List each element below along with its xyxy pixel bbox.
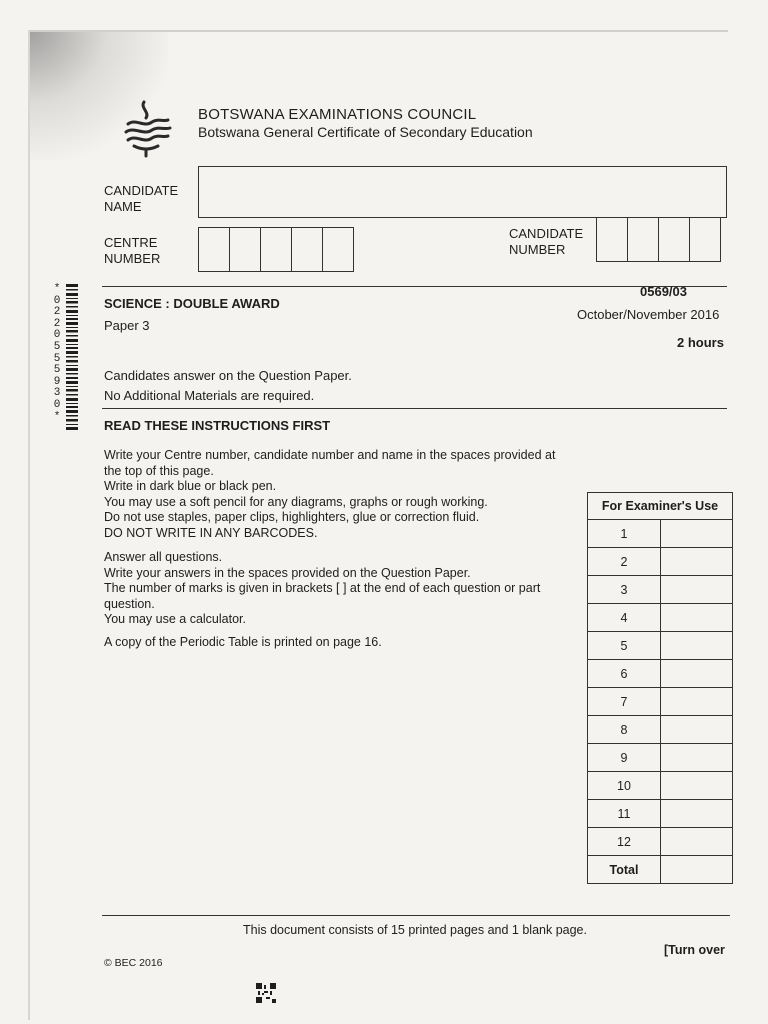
instruction-line: Answer all questions. bbox=[104, 550, 223, 564]
mark-cell[interactable] bbox=[661, 520, 733, 548]
instructions-block-2 bbox=[104, 550, 564, 628]
digit-box[interactable] bbox=[597, 218, 628, 261]
total-label: Total bbox=[588, 856, 661, 884]
instruction-line: DO NOT WRITE IN ANY BARCODES. bbox=[104, 525, 318, 540]
instruction-line: You may use a soft pencil for any diagrams, graphs or rough working. bbox=[104, 494, 488, 509]
digit-box[interactable] bbox=[261, 228, 292, 271]
question-number: 12 bbox=[588, 828, 661, 856]
mark-cell[interactable] bbox=[661, 744, 733, 772]
question-number: 7 bbox=[588, 688, 661, 716]
divider bbox=[102, 408, 727, 409]
divider bbox=[102, 915, 730, 916]
instructions-block-1 bbox=[104, 448, 564, 541]
question-number: 2 bbox=[588, 548, 661, 576]
mark-cell[interactable] bbox=[661, 716, 733, 744]
paper-number: Paper 3 bbox=[104, 318, 150, 333]
question-number: 4 bbox=[588, 604, 661, 632]
instruction-line: You may use a calculator. bbox=[104, 612, 246, 626]
mark-cell[interactable] bbox=[661, 828, 733, 856]
examiner-use-table bbox=[587, 492, 733, 884]
digit-box[interactable] bbox=[230, 228, 261, 271]
instructions-heading: READ THESE INSTRUCTIONS FIRST bbox=[104, 418, 331, 433]
mark-cell[interactable] bbox=[661, 800, 733, 828]
page-edge-top bbox=[28, 30, 728, 32]
instruction-line: Write your Centre number, candidate number and name in the spaces provided at the top of this page. bbox=[104, 448, 556, 478]
question-number: 10 bbox=[588, 772, 661, 800]
barcode-number: *0220555930* bbox=[53, 283, 61, 423]
exam-session: October/November 2016 bbox=[577, 307, 720, 322]
candidate-number-label: CANDIDATE NUMBER bbox=[509, 226, 584, 257]
instruction-line: Write your answers in the spaces provided on the Question Paper. bbox=[104, 565, 471, 580]
digit-box[interactable] bbox=[292, 228, 323, 271]
digit-box[interactable] bbox=[199, 228, 230, 271]
candidate-name-field[interactable] bbox=[198, 166, 727, 218]
instruction-line: Do not use staples, paper clips, highlighters, glue or correction fluid. bbox=[104, 510, 480, 524]
mark-cell[interactable] bbox=[661, 660, 733, 688]
digit-box[interactable] bbox=[659, 218, 690, 261]
divider bbox=[102, 286, 727, 287]
answer-location-note: Candidates answer on the Question Paper. bbox=[104, 368, 352, 383]
candidate-number-field[interactable] bbox=[596, 217, 721, 262]
qr-code-icon bbox=[256, 983, 276, 1003]
question-number: 9 bbox=[588, 744, 661, 772]
instruction-line: Write in dark blue or black pen. bbox=[104, 479, 277, 493]
instruction-line: The number of marks is given in brackets [ ] at the end of each question or part question. bbox=[104, 581, 541, 611]
materials-note: No Additional Materials are required. bbox=[104, 388, 315, 403]
mark-cell[interactable] bbox=[661, 688, 733, 716]
barcode-icon bbox=[66, 284, 78, 432]
question-number: 1 bbox=[588, 520, 661, 548]
total-cell[interactable] bbox=[661, 856, 733, 884]
mark-cell[interactable] bbox=[661, 632, 733, 660]
turn-over: [Turn over bbox=[664, 943, 725, 957]
mark-cell[interactable] bbox=[661, 576, 733, 604]
copyright: © BEC 2016 bbox=[104, 957, 163, 969]
periodic-table-note: A copy of the Periodic Table is printed on page 16. bbox=[104, 635, 382, 649]
question-number: 11 bbox=[588, 800, 661, 828]
candidate-name-label: CANDIDATE NAME bbox=[104, 183, 179, 214]
centre-number-label: CENTRE NUMBER bbox=[104, 235, 161, 266]
digit-box[interactable] bbox=[628, 218, 659, 261]
question-number: 3 bbox=[588, 576, 661, 604]
question-number: 5 bbox=[588, 632, 661, 660]
mark-cell[interactable] bbox=[661, 604, 733, 632]
question-number: 8 bbox=[588, 716, 661, 744]
paper-code: 0569/03 bbox=[640, 284, 687, 299]
mark-cell[interactable] bbox=[661, 548, 733, 576]
exam-duration: 2 hours bbox=[677, 335, 724, 350]
page-count-note: This document consists of 15 printed pages and 1 blank page. bbox=[243, 923, 587, 937]
mark-cell[interactable] bbox=[661, 772, 733, 800]
bec-logo-icon bbox=[120, 98, 176, 160]
page-edge-left bbox=[28, 30, 30, 1020]
certificate-title: Botswana General Certificate of Secondary Education bbox=[198, 124, 533, 140]
subject-title: SCIENCE : DOUBLE AWARD bbox=[104, 296, 280, 311]
council-name: BOTSWANA EXAMINATIONS COUNCIL bbox=[198, 106, 477, 123]
digit-box[interactable] bbox=[323, 228, 353, 271]
digit-box[interactable] bbox=[690, 218, 720, 261]
examiner-table-title: For Examiner's Use bbox=[588, 493, 733, 520]
centre-number-field[interactable] bbox=[198, 227, 354, 272]
question-number: 6 bbox=[588, 660, 661, 688]
